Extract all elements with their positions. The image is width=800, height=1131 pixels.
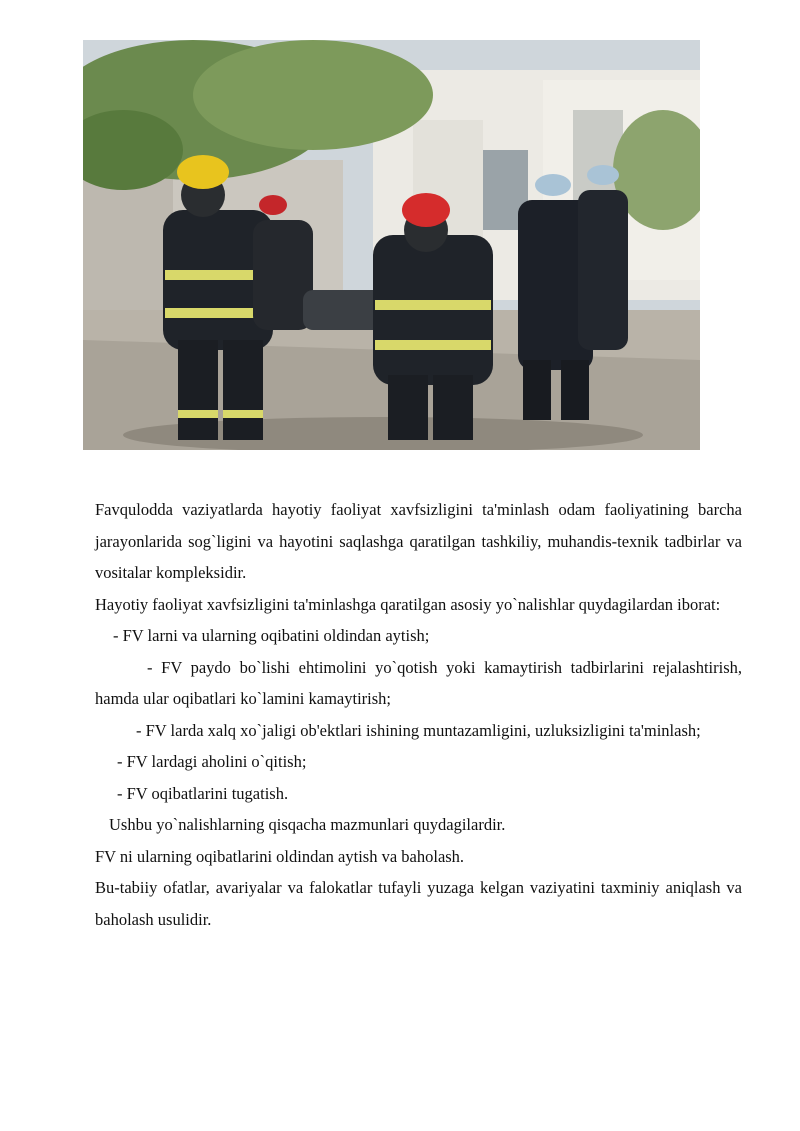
list-item: - FV lardagi aholini o`qitish; bbox=[117, 752, 307, 771]
list-item: - FV larni va ularning oqibatini oldindan aytish; bbox=[113, 626, 430, 645]
paragraph: Ushbu yo`nalishlarning qisqacha mazmunlari quydagilardir. bbox=[109, 815, 506, 834]
section-heading: FV ni ularning oqibatlarini oldindan aytish va baholash. bbox=[95, 846, 465, 866]
rescue-training-photo bbox=[83, 40, 700, 450]
document-body bbox=[95, 494, 742, 935]
paragraph: Hayotiy faoliyat xavfsizligini ta'minlashga qaratilgan asosiy yo`nalishlar quydagilardan iborat: bbox=[95, 594, 721, 614]
list-item: - FV paydo bo`lishi ehtimolini yo`qotish yoki kamaytirish tadbirlarini rejalashtirish, hamda ular oqibatlari ko`lamini kamaytirish; bbox=[95, 657, 742, 708]
paragraph: Favqulodda vaziyatlarda hayotiy faoliyat xavfsizligini ta'minlash odam faoliyatining barcha jarayonlarida sog`ligini va hayotini saqlashga qaratilgan tashkiliy, muhandis-texnik tadbirlar va vositalar kompleksidir. bbox=[95, 500, 742, 582]
paragraph: Bu-tabiiy ofatlar, avariyalar va falokatlar tufayli yuzaga kelgan vaziyatini taxminiy aniqlash va baholash usulidir. bbox=[95, 878, 742, 929]
list-item: - FV oqibatlarini tugatish. bbox=[117, 783, 289, 803]
list-item: - FV larda xalq xo`jaligi ob'ektlari ishining muntazamligini, uzluksizligini ta'minlash; bbox=[136, 720, 701, 740]
